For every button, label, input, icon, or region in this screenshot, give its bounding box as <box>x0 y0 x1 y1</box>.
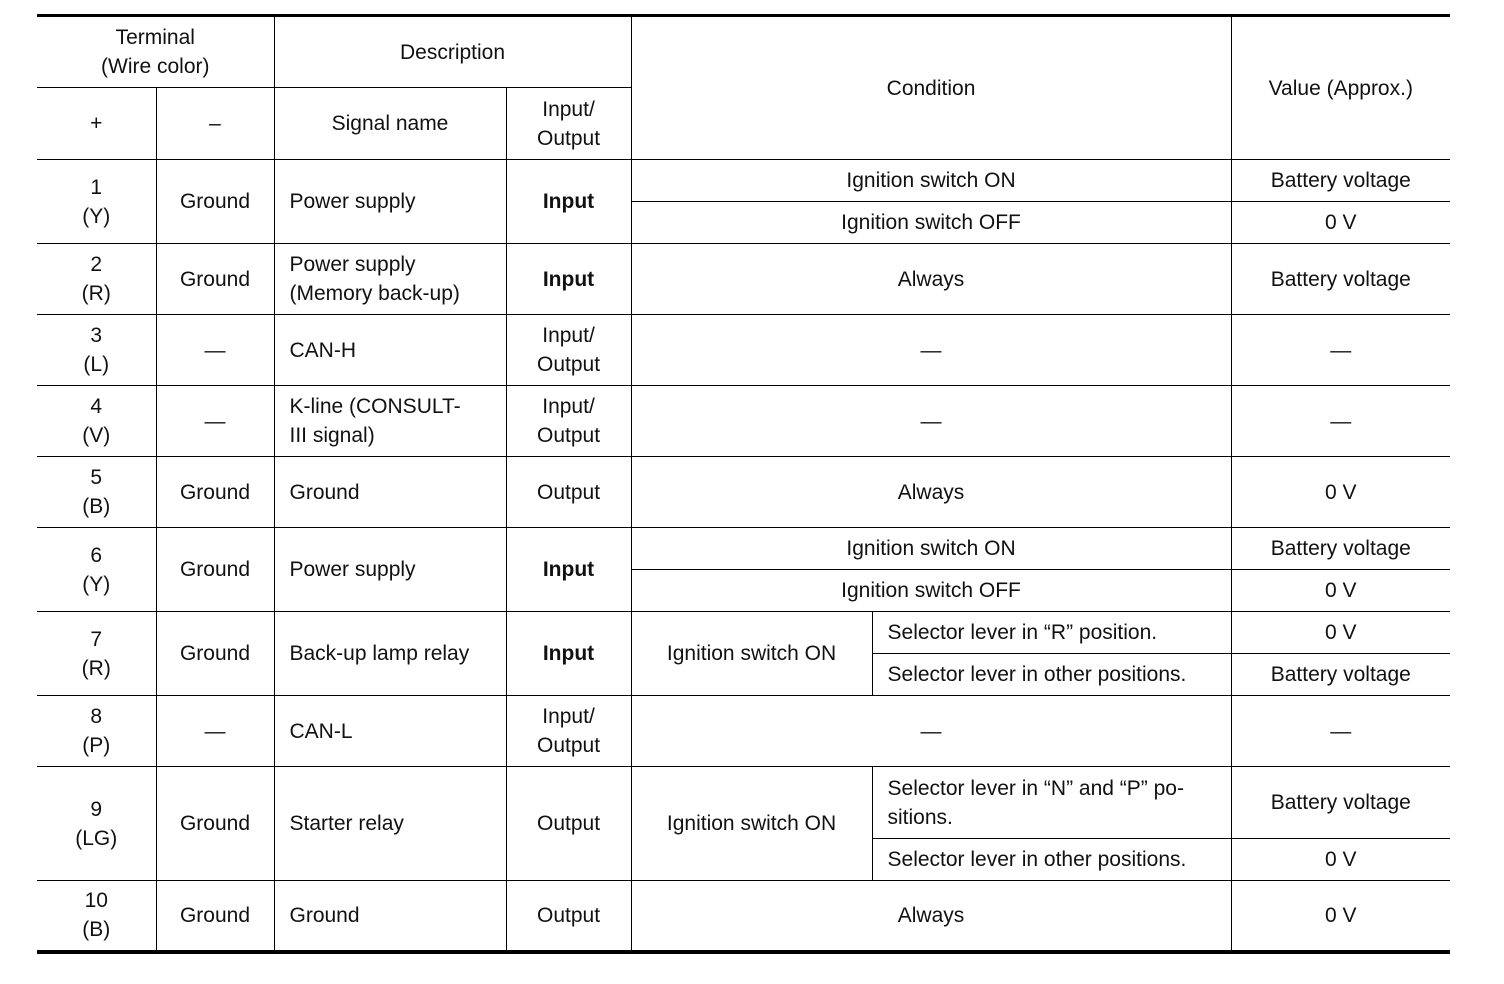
io-cell-line: Input/ <box>542 395 595 418</box>
terminal-number: 3 <box>90 324 103 347</box>
terminal-cell <box>37 386 156 457</box>
io-cell <box>506 315 631 386</box>
condition-cell <box>631 881 1231 952</box>
signal-name-cell <box>274 386 506 457</box>
table-row <box>37 160 1450 202</box>
condition-cell <box>631 528 1231 570</box>
condition-cell-line: — <box>920 409 942 433</box>
main-condition-cell: Ignition switch ON <box>631 767 872 881</box>
signal-name-cell-line: Power supply <box>289 558 416 581</box>
value-cell: 0 V <box>1231 202 1450 244</box>
signal-name-cell-line: CAN-L <box>289 719 353 743</box>
io-cell-line: Output <box>536 353 601 376</box>
signal-name-cell <box>274 881 506 952</box>
io-cell-line: Input <box>542 190 595 213</box>
condition-cell-line: Selector lever in “N” and “P” po- <box>887 776 1184 800</box>
condition-header: Condition <box>631 16 1231 160</box>
condition-cell <box>631 202 1231 244</box>
io-cell <box>506 457 631 528</box>
terminal-header-label: Terminal <box>115 26 195 49</box>
condition-cell <box>872 839 1231 881</box>
condition-cell-line: sitions. <box>887 805 953 829</box>
terminal-cell <box>37 881 156 952</box>
wire-color: (L) <box>83 353 110 376</box>
value-header: Value (Approx.) <box>1231 16 1450 160</box>
signal-name-cell-line: (Memory back-up) <box>289 282 460 305</box>
value-cell: Battery voltage <box>1231 654 1450 696</box>
minus-terminal-cell: — <box>156 386 274 457</box>
terminal-cell <box>37 244 156 315</box>
wire-color: (LG) <box>75 826 118 850</box>
condition-cell-line: Always <box>897 480 965 504</box>
table-row <box>37 244 1450 315</box>
value-cell: 0 V <box>1231 612 1450 654</box>
io-cell <box>506 767 631 881</box>
terminal-cell <box>37 696 156 767</box>
signal-name-cell <box>274 244 506 315</box>
terminal-number: 9 <box>90 797 103 821</box>
terminal-cell <box>37 457 156 528</box>
io-header <box>506 88 631 160</box>
io-cell-line: Input/ <box>542 324 595 347</box>
condition-cell-line: Selector lever in other positions. <box>887 848 1187 871</box>
wire-color: (Y) <box>82 204 111 228</box>
wire-color: (Y) <box>82 572 111 596</box>
io-cell-line: Output <box>536 424 601 447</box>
io-cell <box>506 612 631 696</box>
table-row <box>37 881 1450 952</box>
terminal-number: 2 <box>90 253 103 276</box>
wire-color: (B) <box>82 918 111 942</box>
minus-terminal-cell: Ground <box>156 528 274 612</box>
condition-cell-line: Ignition switch OFF <box>841 579 1021 602</box>
condition-cell-line: — <box>920 338 942 362</box>
terminal-number: 4 <box>90 395 103 418</box>
terminal-cell <box>37 767 156 881</box>
signal-name-cell <box>274 315 506 386</box>
io-cell <box>506 386 631 457</box>
terminal-number: 7 <box>90 627 103 651</box>
condition-cell <box>631 386 1231 457</box>
condition-cell <box>631 457 1231 528</box>
signal-name-cell <box>274 528 506 612</box>
terminal-number: 10 <box>84 889 108 913</box>
value-cell: — <box>1231 315 1450 386</box>
io-cell <box>506 528 631 612</box>
io-cell-line: Output <box>536 480 601 504</box>
condition-cell <box>631 160 1231 202</box>
io-header-line2: Output <box>536 126 601 150</box>
signal-name-cell <box>274 767 506 881</box>
io-cell <box>506 244 631 315</box>
signal-name-cell-line: Power supply <box>289 253 416 276</box>
table-row <box>37 528 1450 570</box>
condition-cell-line: Ignition switch OFF <box>841 211 1021 234</box>
value-cell: 0 V <box>1231 881 1450 952</box>
signal-name-cell <box>274 696 506 767</box>
io-cell <box>506 881 631 952</box>
minus-terminal-cell: Ground <box>156 160 274 244</box>
value-cell: 0 V <box>1231 457 1450 528</box>
condition-cell-line: Ignition switch ON <box>846 537 1016 560</box>
minus-terminal-cell: Ground <box>156 612 274 696</box>
signal-name-cell-line: Starter relay <box>289 812 404 835</box>
condition-cell-line: Ignition switch ON <box>846 169 1016 192</box>
wire-color-header-label: (Wire color) <box>101 55 210 78</box>
condition-cell <box>872 767 1231 839</box>
signal-name-header: Signal name <box>274 88 506 160</box>
minus-terminal-cell: Ground <box>156 244 274 315</box>
value-cell: Battery voltage <box>1231 244 1450 315</box>
minus-header: – <box>156 88 274 160</box>
main-condition-cell: Ignition switch ON <box>631 612 872 696</box>
table-row <box>37 767 1450 839</box>
condition-cell <box>872 612 1231 654</box>
table-body <box>37 160 1450 952</box>
io-cell-line: Input <box>542 558 595 581</box>
value-cell: — <box>1231 386 1450 457</box>
value-cell: 0 V <box>1231 570 1450 612</box>
condition-cell <box>872 654 1231 696</box>
io-cell-line: Output <box>536 903 601 927</box>
signal-name-cell-line: CAN-H <box>289 338 356 362</box>
terminal-table-container <box>37 14 1450 954</box>
table-row <box>37 696 1450 767</box>
table-row <box>37 457 1450 528</box>
terminal-cell <box>37 315 156 386</box>
signal-name-cell <box>274 457 506 528</box>
terminal-cell <box>37 612 156 696</box>
minus-terminal-cell: Ground <box>156 767 274 881</box>
condition-cell-line: Always <box>897 267 965 291</box>
terminal-number: 6 <box>90 543 103 567</box>
terminal-number: 5 <box>90 466 103 489</box>
signal-name-cell-line: Back-up lamp relay <box>289 642 470 665</box>
minus-terminal-cell: Ground <box>156 457 274 528</box>
table-row <box>37 612 1450 654</box>
value-cell: Battery voltage <box>1231 528 1450 570</box>
io-cell-line: Input <box>542 267 595 291</box>
signal-name-cell-line: Power supply <box>289 190 416 213</box>
condition-cell-line: — <box>920 719 942 743</box>
condition-cell <box>631 570 1231 612</box>
signal-name-cell-line: Ground <box>289 480 360 504</box>
table-row <box>37 315 1450 386</box>
terminal-header <box>37 16 274 88</box>
wire-color: (R) <box>81 282 111 305</box>
signal-name-cell-line: III signal) <box>289 424 375 447</box>
signal-name-cell <box>274 160 506 244</box>
terminal-number: 1 <box>90 175 103 199</box>
terminal-number: 8 <box>90 705 103 728</box>
condition-cell <box>631 244 1231 315</box>
value-cell: Battery voltage <box>1231 160 1450 202</box>
signal-name-cell-line: Ground <box>289 903 360 927</box>
condition-cell <box>631 315 1231 386</box>
condition-cell-line: Selector lever in “R” position. <box>887 621 1158 644</box>
table-row <box>37 386 1450 457</box>
condition-cell <box>631 696 1231 767</box>
terminal-cell <box>37 528 156 612</box>
io-cell-line: Input/ <box>542 705 595 728</box>
io-header-line1: Input/ <box>542 97 595 121</box>
condition-cell-line: Always <box>897 903 965 927</box>
terminal-table <box>37 14 1450 954</box>
io-cell <box>506 160 631 244</box>
wire-color: (B) <box>82 495 111 518</box>
io-cell-line: Input <box>542 642 595 665</box>
plus-header: + <box>37 88 156 160</box>
wire-color: (P) <box>82 734 111 757</box>
wire-color: (V) <box>82 424 111 447</box>
value-cell: — <box>1231 696 1450 767</box>
value-cell: 0 V <box>1231 839 1450 881</box>
signal-name-cell <box>274 612 506 696</box>
minus-terminal-cell: Ground <box>156 881 274 952</box>
description-header: Description <box>274 16 631 88</box>
signal-name-cell-line: K-line (CONSULT- <box>289 395 461 418</box>
io-cell <box>506 696 631 767</box>
io-cell-line: Output <box>536 812 601 835</box>
minus-terminal-cell: — <box>156 696 274 767</box>
minus-terminal-cell: — <box>156 315 274 386</box>
value-cell: Battery voltage <box>1231 767 1450 839</box>
wire-color: (R) <box>81 656 111 680</box>
terminal-cell <box>37 160 156 244</box>
io-cell-line: Output <box>536 734 601 757</box>
condition-cell-line: Selector lever in other positions. <box>887 663 1187 686</box>
